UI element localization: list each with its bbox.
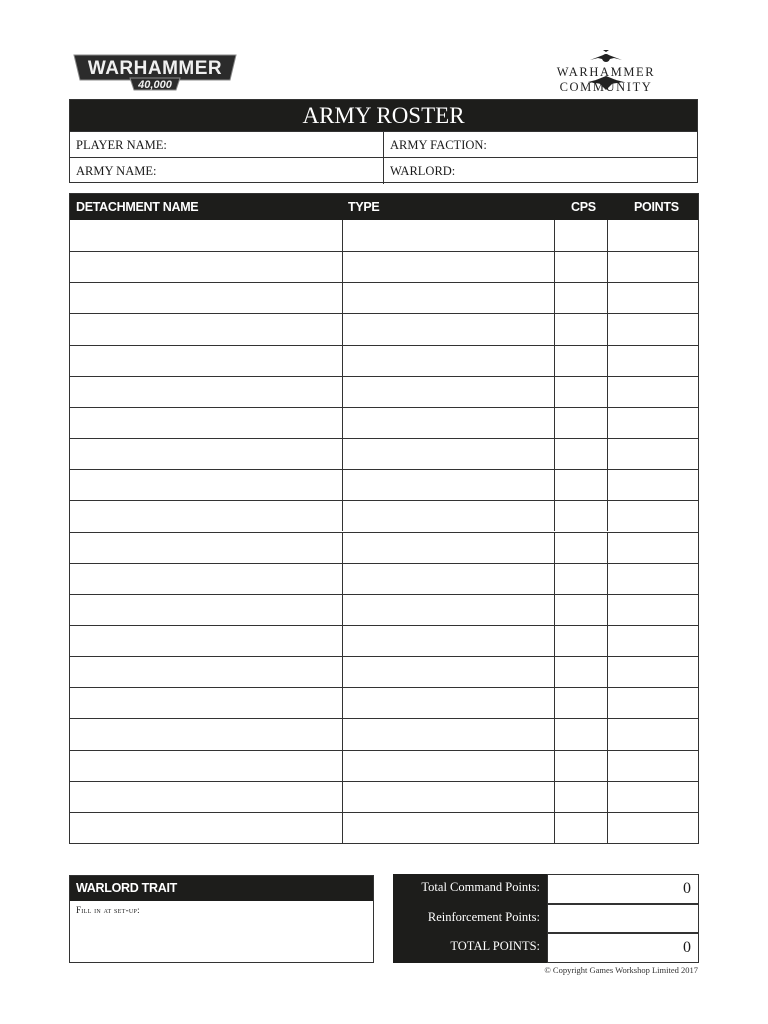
col-points: POINTS bbox=[634, 200, 679, 214]
detachment-name-cell[interactable] bbox=[70, 283, 342, 313]
points-cell[interactable] bbox=[607, 283, 698, 313]
col-cps: CPS bbox=[571, 200, 596, 214]
table-row bbox=[70, 376, 698, 407]
warhammer-40k-logo bbox=[70, 52, 240, 92]
cps-cell[interactable] bbox=[554, 782, 607, 812]
table-row bbox=[70, 781, 698, 812]
cps-cell[interactable] bbox=[554, 470, 607, 500]
type-cell[interactable] bbox=[342, 751, 554, 781]
detachment-name-cell[interactable] bbox=[70, 751, 342, 781]
cps-cell[interactable] bbox=[554, 533, 607, 563]
detachment-name-cell[interactable] bbox=[70, 377, 342, 407]
points-cell[interactable] bbox=[607, 626, 698, 656]
points-cell[interactable] bbox=[607, 252, 698, 282]
type-cell[interactable] bbox=[342, 220, 554, 251]
table-row bbox=[70, 750, 698, 781]
type-cell[interactable] bbox=[342, 657, 554, 687]
detachment-table bbox=[69, 193, 699, 844]
detachment-name-cell[interactable] bbox=[70, 346, 342, 376]
table-row bbox=[70, 407, 698, 438]
detachment-name-cell[interactable] bbox=[70, 782, 342, 812]
points-cell[interactable] bbox=[607, 314, 698, 344]
warlord-trait-title: WARLORD TRAIT bbox=[70, 876, 373, 901]
points-cell[interactable] bbox=[607, 751, 698, 781]
army-faction-label: ARMY FACTION: bbox=[390, 138, 487, 152]
cps-cell[interactable] bbox=[554, 688, 607, 718]
type-cell[interactable] bbox=[342, 377, 554, 407]
table-row bbox=[70, 656, 698, 687]
detachment-name-cell[interactable] bbox=[70, 314, 342, 344]
type-cell[interactable] bbox=[342, 314, 554, 344]
detachment-name-cell[interactable] bbox=[70, 470, 342, 500]
points-cell[interactable] bbox=[607, 688, 698, 718]
detachment-name-cell[interactable] bbox=[70, 252, 342, 282]
type-cell[interactable] bbox=[342, 564, 554, 594]
player-name-field[interactable] bbox=[70, 132, 384, 158]
type-cell[interactable] bbox=[342, 501, 554, 531]
warlord-trait-box[interactable] bbox=[69, 875, 374, 963]
points-cell[interactable] bbox=[607, 220, 698, 251]
detachment-name-cell[interactable] bbox=[70, 533, 342, 563]
points-cell[interactable] bbox=[607, 657, 698, 687]
detachment-name-cell[interactable] bbox=[70, 408, 342, 438]
total-points-value[interactable]: 0 bbox=[547, 933, 699, 963]
detachment-name-cell[interactable] bbox=[70, 501, 342, 531]
warlord-label: WARLORD: bbox=[390, 164, 456, 178]
points-cell[interactable] bbox=[607, 782, 698, 812]
type-cell[interactable] bbox=[342, 533, 554, 563]
warlord-trait-subtitle: Fill in at set-up: bbox=[76, 905, 140, 915]
table-row bbox=[70, 251, 698, 282]
points-cell[interactable] bbox=[607, 533, 698, 563]
warhammer-community-logo bbox=[510, 50, 702, 92]
table-row bbox=[70, 500, 698, 531]
detachment-name-cell[interactable] bbox=[70, 626, 342, 656]
cps-cell[interactable] bbox=[554, 283, 607, 313]
detachment-name-cell[interactable] bbox=[70, 657, 342, 687]
logo-emblem bbox=[70, 52, 240, 92]
points-cell[interactable] bbox=[607, 408, 698, 438]
points-cell[interactable] bbox=[607, 595, 698, 625]
cps-cell[interactable] bbox=[554, 564, 607, 594]
copyright-notice: © Copyright Games Workshop Limited 2017 bbox=[544, 965, 698, 975]
total-points-label: TOTAL POINTS: bbox=[393, 933, 547, 963]
army-roster-header bbox=[69, 99, 698, 183]
table-row bbox=[70, 438, 698, 469]
logo-line2: 40,000 bbox=[138, 79, 172, 91]
reinforcement-points-label: Reinforcement Points: bbox=[393, 904, 547, 934]
cps-cell[interactable] bbox=[554, 501, 607, 531]
army-faction-field[interactable] bbox=[384, 132, 697, 158]
detachment-name-cell[interactable] bbox=[70, 688, 342, 718]
detachment-name-cell[interactable] bbox=[70, 813, 342, 843]
col-type: TYPE bbox=[348, 200, 380, 214]
table-row bbox=[70, 625, 698, 656]
table-row bbox=[70, 313, 698, 344]
detachment-name-cell[interactable] bbox=[70, 719, 342, 749]
cps-cell[interactable] bbox=[554, 346, 607, 376]
points-cell[interactable] bbox=[607, 377, 698, 407]
table-row bbox=[70, 594, 698, 625]
table-row bbox=[70, 563, 698, 594]
cps-cell[interactable] bbox=[554, 314, 607, 344]
points-cell[interactable] bbox=[607, 346, 698, 376]
cps-cell[interactable] bbox=[554, 408, 607, 438]
type-cell[interactable] bbox=[342, 346, 554, 376]
type-cell[interactable] bbox=[342, 439, 554, 469]
type-cell[interactable] bbox=[342, 408, 554, 438]
col-detachment-name: DETACHMENT NAME bbox=[76, 200, 199, 214]
cps-cell[interactable] bbox=[554, 439, 607, 469]
cps-cell[interactable] bbox=[554, 252, 607, 282]
points-cell[interactable] bbox=[607, 501, 698, 531]
cps-cell[interactable] bbox=[554, 719, 607, 749]
detachment-name-cell[interactable] bbox=[70, 564, 342, 594]
community-logo-text: WARHAMMER COMMUNITY bbox=[556, 65, 656, 94]
detachment-name-cell[interactable] bbox=[70, 595, 342, 625]
reinforcement-points-value[interactable] bbox=[547, 904, 699, 934]
total-command-points-label: Total Command Points: bbox=[393, 874, 547, 904]
cps-cell[interactable] bbox=[554, 220, 607, 251]
detachment-table-header bbox=[70, 194, 698, 220]
table-row bbox=[70, 532, 698, 563]
army-name-label: ARMY NAME: bbox=[76, 164, 157, 178]
table-row bbox=[70, 469, 698, 500]
type-cell[interactable] bbox=[342, 813, 554, 843]
total-command-points-value[interactable]: 0 bbox=[547, 874, 699, 904]
points-cell[interactable] bbox=[607, 564, 698, 594]
points-cell[interactable] bbox=[607, 813, 698, 843]
type-cell[interactable] bbox=[342, 626, 554, 656]
detachment-name-cell[interactable] bbox=[70, 220, 342, 251]
warlord-field[interactable] bbox=[384, 158, 697, 184]
table-row bbox=[70, 345, 698, 376]
table-row bbox=[70, 812, 698, 843]
points-cell[interactable] bbox=[607, 470, 698, 500]
table-row bbox=[70, 687, 698, 718]
totals-panel bbox=[393, 874, 699, 963]
cps-cell[interactable] bbox=[554, 751, 607, 781]
table-row bbox=[70, 220, 698, 251]
table-row bbox=[70, 718, 698, 749]
cps-cell[interactable] bbox=[554, 813, 607, 843]
roster-row-1 bbox=[70, 131, 697, 158]
player-name-label: PLAYER NAME: bbox=[76, 138, 167, 152]
points-cell[interactable] bbox=[607, 719, 698, 749]
type-cell[interactable] bbox=[342, 688, 554, 718]
type-cell[interactable] bbox=[342, 595, 554, 625]
cps-cell[interactable] bbox=[554, 595, 607, 625]
type-cell[interactable] bbox=[342, 719, 554, 749]
detachment-name-cell[interactable] bbox=[70, 439, 342, 469]
type-cell[interactable] bbox=[342, 782, 554, 812]
army-name-field[interactable] bbox=[70, 158, 384, 184]
cps-cell[interactable] bbox=[554, 626, 607, 656]
type-cell[interactable] bbox=[342, 252, 554, 282]
roster-row-2 bbox=[70, 157, 697, 184]
type-cell[interactable] bbox=[342, 283, 554, 313]
type-cell[interactable] bbox=[342, 470, 554, 500]
table-row bbox=[70, 282, 698, 313]
cps-cell[interactable] bbox=[554, 657, 607, 687]
points-cell[interactable] bbox=[607, 439, 698, 469]
logo-line1: WARHAMMER bbox=[87, 58, 223, 79]
roster-title: ARMY ROSTER bbox=[70, 100, 697, 131]
cps-cell[interactable] bbox=[554, 377, 607, 407]
